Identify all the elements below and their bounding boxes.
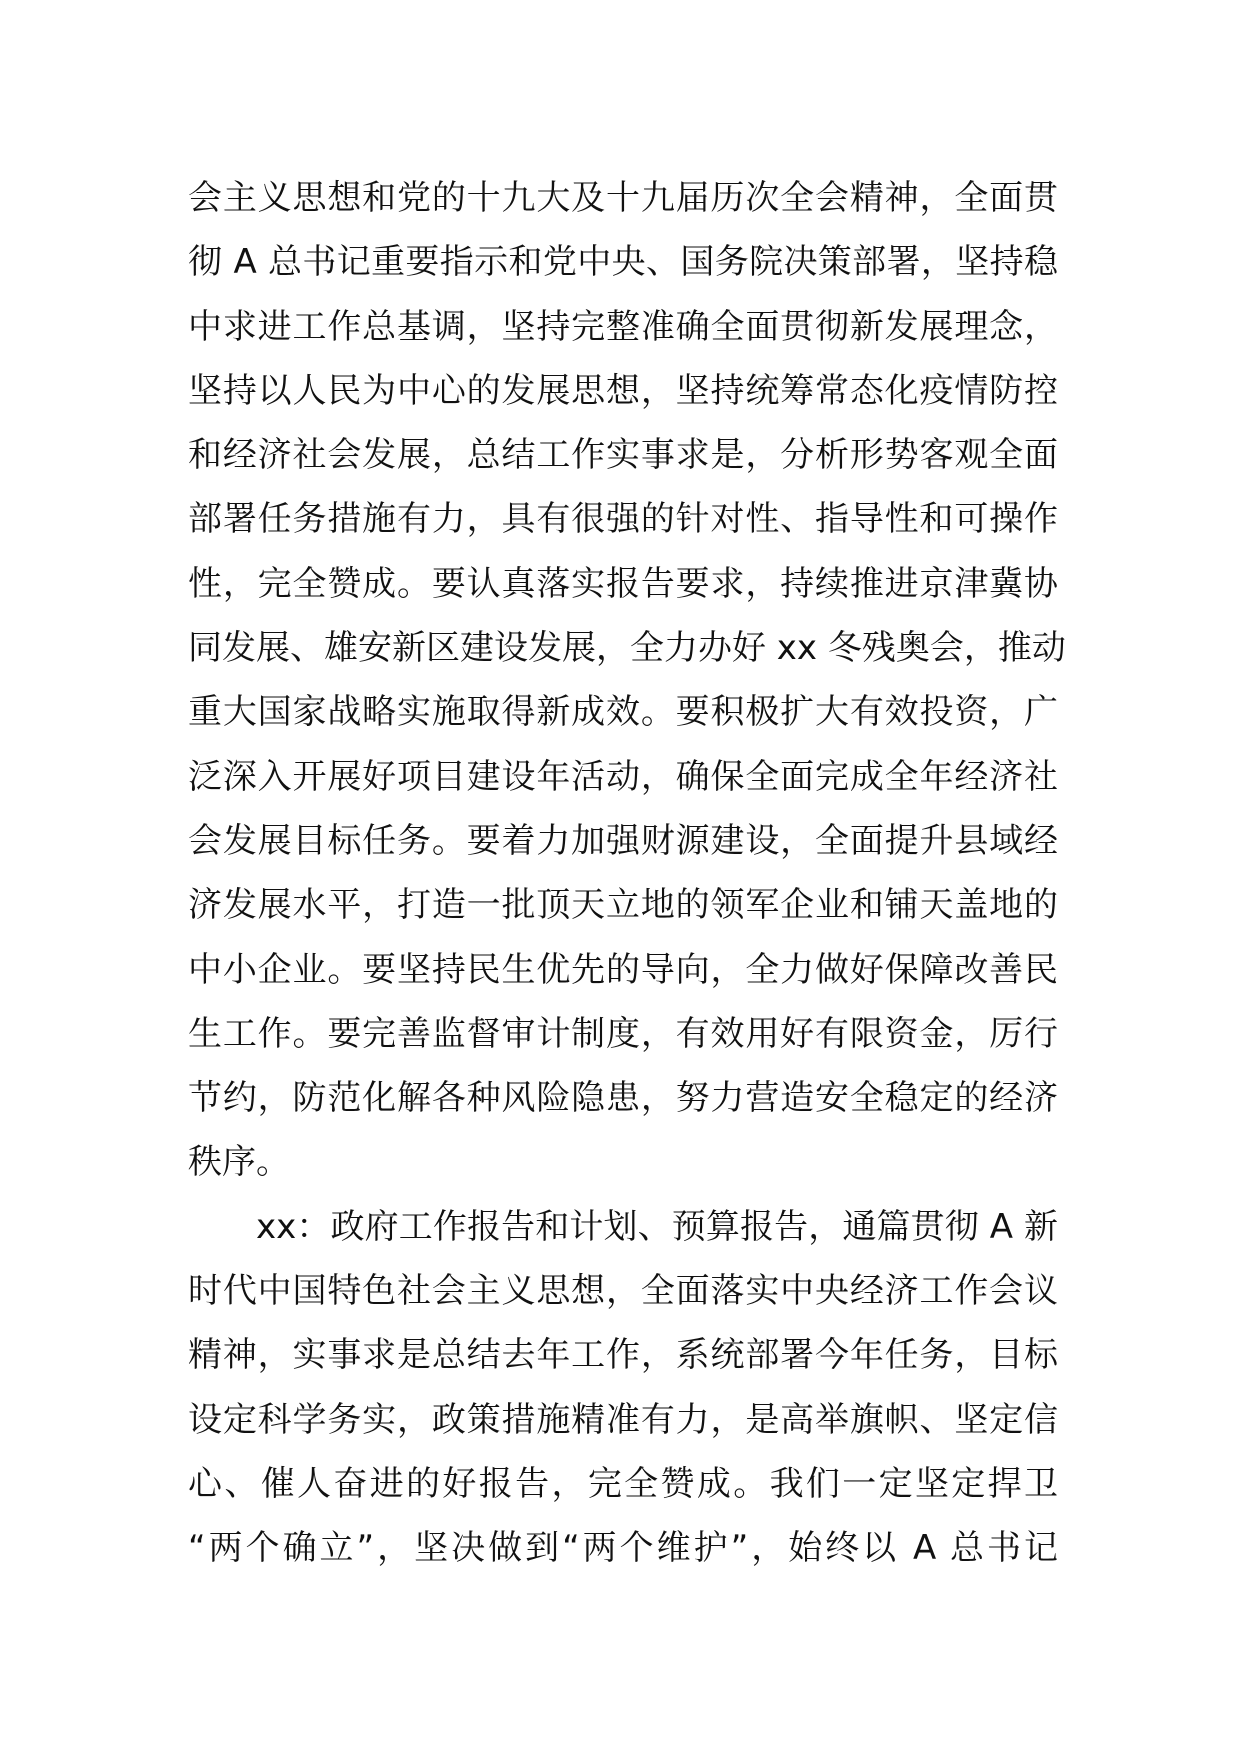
text-line: 性，完全赞成。要认真落实报告要求，持续推进京津冀协 [188,563,1058,604]
text-line: xx：政府工作报告和计划、预算报告，通篇贯彻 A 新 [256,1206,1058,1247]
text-line: 生工作。要完善监督审计制度，有效用好有限资金，厉行 [188,1013,1058,1054]
text-line: 中小企业。要坚持民生优先的导向，全力做好保障改善民 [188,949,1058,990]
text-line: 和经济社会发展，总结工作实事求是，分析形势客观全面 [188,435,1058,476]
text-line: 坚持以人民为中心的发展思想，坚持统筹常态化疫情防控 [188,370,1058,411]
text-line: 会发展目标任务。要着力加强财源建设，全面提升县域经 [188,820,1058,861]
document-body [188,166,1066,1581]
text-line: 济发展水平，打造一批顶天立地的领军企业和铺天盖地的 [188,885,1058,926]
text-line: 会主义思想和党的十九大及十九届历次全会精神，全面贯 [188,178,1058,218]
text-line: 重大国家战略实施取得新成效。要积极扩大有效投资，广 [188,692,1058,733]
text-line: 心、催人奋进的好报告，完全赞成。我们一定坚定捍卫 [188,1463,1058,1504]
text-line: 中求进工作总基调，坚持完整准确全面贯彻新发展理念， [188,306,1058,347]
text-line: “两个确立”，坚决做到“两个维护”，始终以 A 总书记 [188,1528,1058,1569]
text-line: 节约，防范化解各种风险隐患，努力营造安全稳定的经济 [188,1078,1058,1119]
text-line: 泛深入开展好项目建设年活动，确保全面完成全年经济社 [188,756,1058,797]
text-line: 设定科学务实，政策措施精准有力，是高举旗帜、坚定信 [188,1399,1058,1440]
paragraph [188,1195,1058,1581]
text-line: 同发展、雄安新区建设发展，全力办好 xx 冬残奥会，推动 [188,628,1066,669]
text-line: 彻 A 总书记重要指示和党中央、国务院决策部署，坚持稳 [188,242,1058,283]
text-line: 时代中国特色社会主义思想，全面落实中央经济工作会议 [188,1271,1058,1312]
text-line: 部署任务措施有力，具有很强的针对性、指导性和可操作 [188,499,1058,540]
text-line: 秩序。 [188,1142,290,1183]
text-line: 精神，实事求是总结去年工作，系统部署今年任务，目标 [188,1335,1058,1376]
paragraph [188,166,1066,1195]
